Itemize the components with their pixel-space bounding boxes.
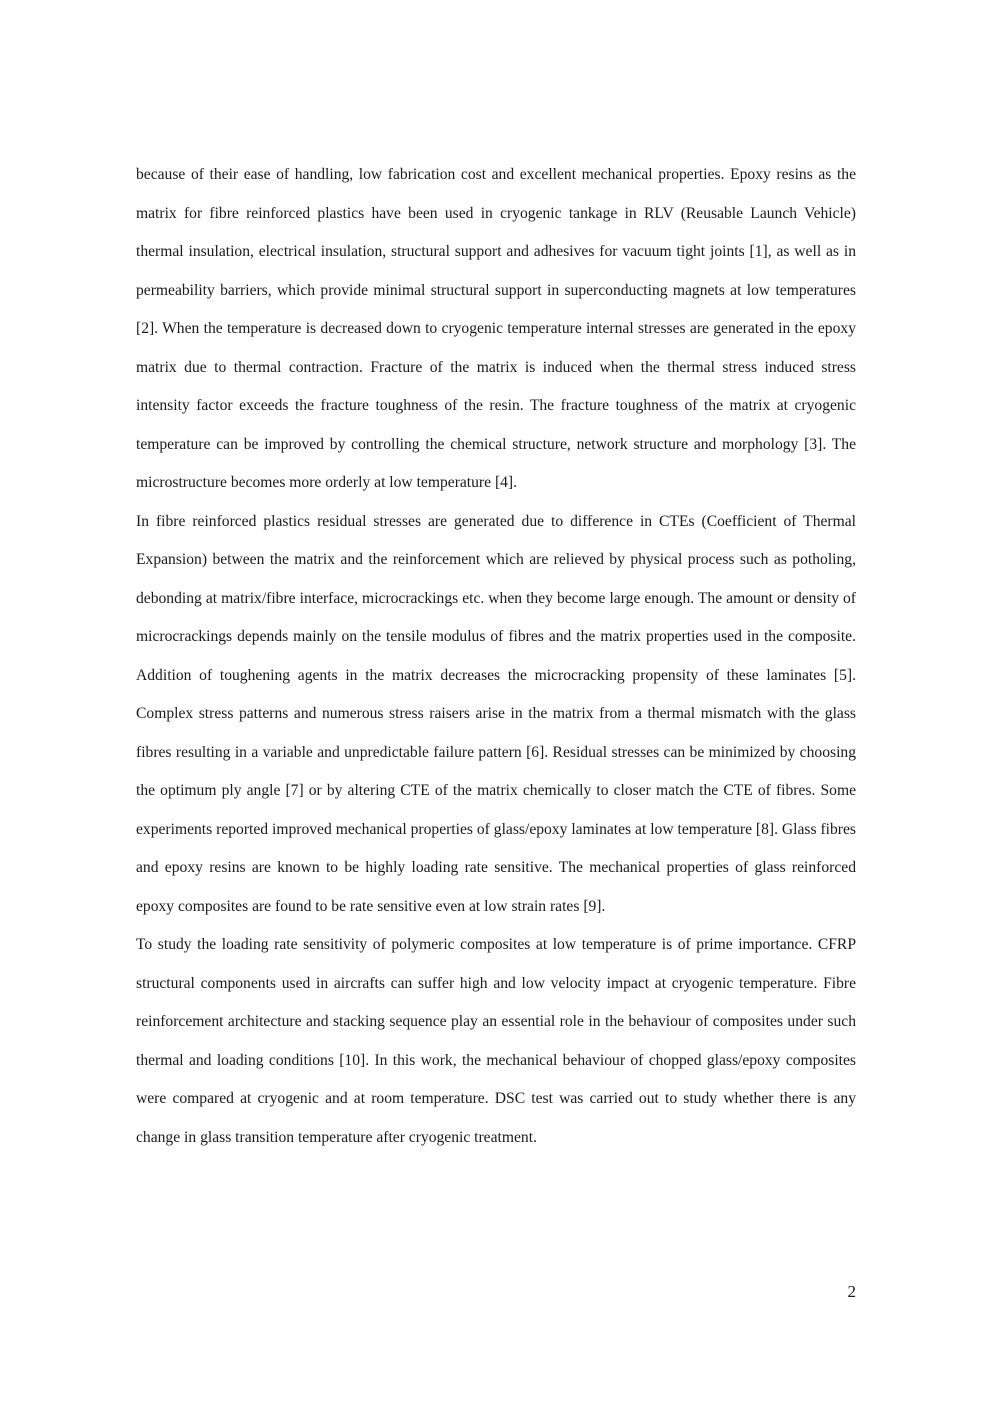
body-text — [136, 156, 856, 1157]
paragraph-1: because of their ease of handling, low fabrication cost and excellent mechanical properties. Epoxy resins as the matrix for fibre reinforced plastics have been used in cryogenic tankage in RLV (Reusable Launch Vehicle) thermal insulation, electrical insulation, structural support and adhesives for vacuum tight joints [1], as well as in permeability barriers, which provide minimal structural support in superconducting magnets at low temperatures [2]. When the temperature is decreased down to cryogenic temperature internal stresses are generated in the epoxy matrix due to thermal contraction. Fracture of the matrix is induced when the thermal stress induced stress intensity factor exceeds the fracture toughness of the resin. The fracture toughness of the matrix at cryogenic temperature can be improved by controlling the chemical structure, network structure and morphology [3]. The microstructure becomes more orderly at low temperature [4]. — [136, 166, 856, 491]
paragraph-3: To study the loading rate sensitivity of polymeric composites at low temperature is of prime importance. CFRP structural components used in aircrafts can suffer high and low velocity impact at cryogenic temperature. Fibre reinforcement architecture and stacking sequence play an essential role in the behaviour of composites under such thermal and loading conditions [10]. In this work, the mechanical behaviour of chopped glass/epoxy composites were compared at cryogenic and at room temperature. DSC test was carried out to study whether there is any change in glass transition temperature after cryogenic treatment. — [136, 936, 856, 1146]
paragraph-2: In fibre reinforced plastics residual stresses are generated due to difference in CTEs (Coefficient of Thermal Expansion) between the matrix and the reinforcement which are relieved by physical process such as potholing, debonding at matrix/fibre interface, microcrackings etc. when they become large enough. The amount or density of microcrackings depends mainly on the tensile modulus of fibres and the matrix properties used in the composite. Addition of toughening agents in the matrix decreases the microcracking propensity of these laminates [5]. Complex stress patterns and numerous stress raisers arise in the matrix from a thermal mismatch with the glass fibres resulting in a variable and unpredictable failure pattern [6]. Residual stresses can be minimized by choosing the optimum ply angle [7] or by altering CTE of the matrix chemically to closer match the CTE of fibres. Some experiments reported improved mechanical properties of glass/epoxy laminates at low temperature [8]. Glass fibres and epoxy resins are known to be highly loading rate sensitive. The mechanical properties of glass reinforced epoxy composites are found to be rate sensitive even at low strain rates [9]. — [136, 512, 856, 915]
page-number: 2 — [847, 1282, 856, 1301]
